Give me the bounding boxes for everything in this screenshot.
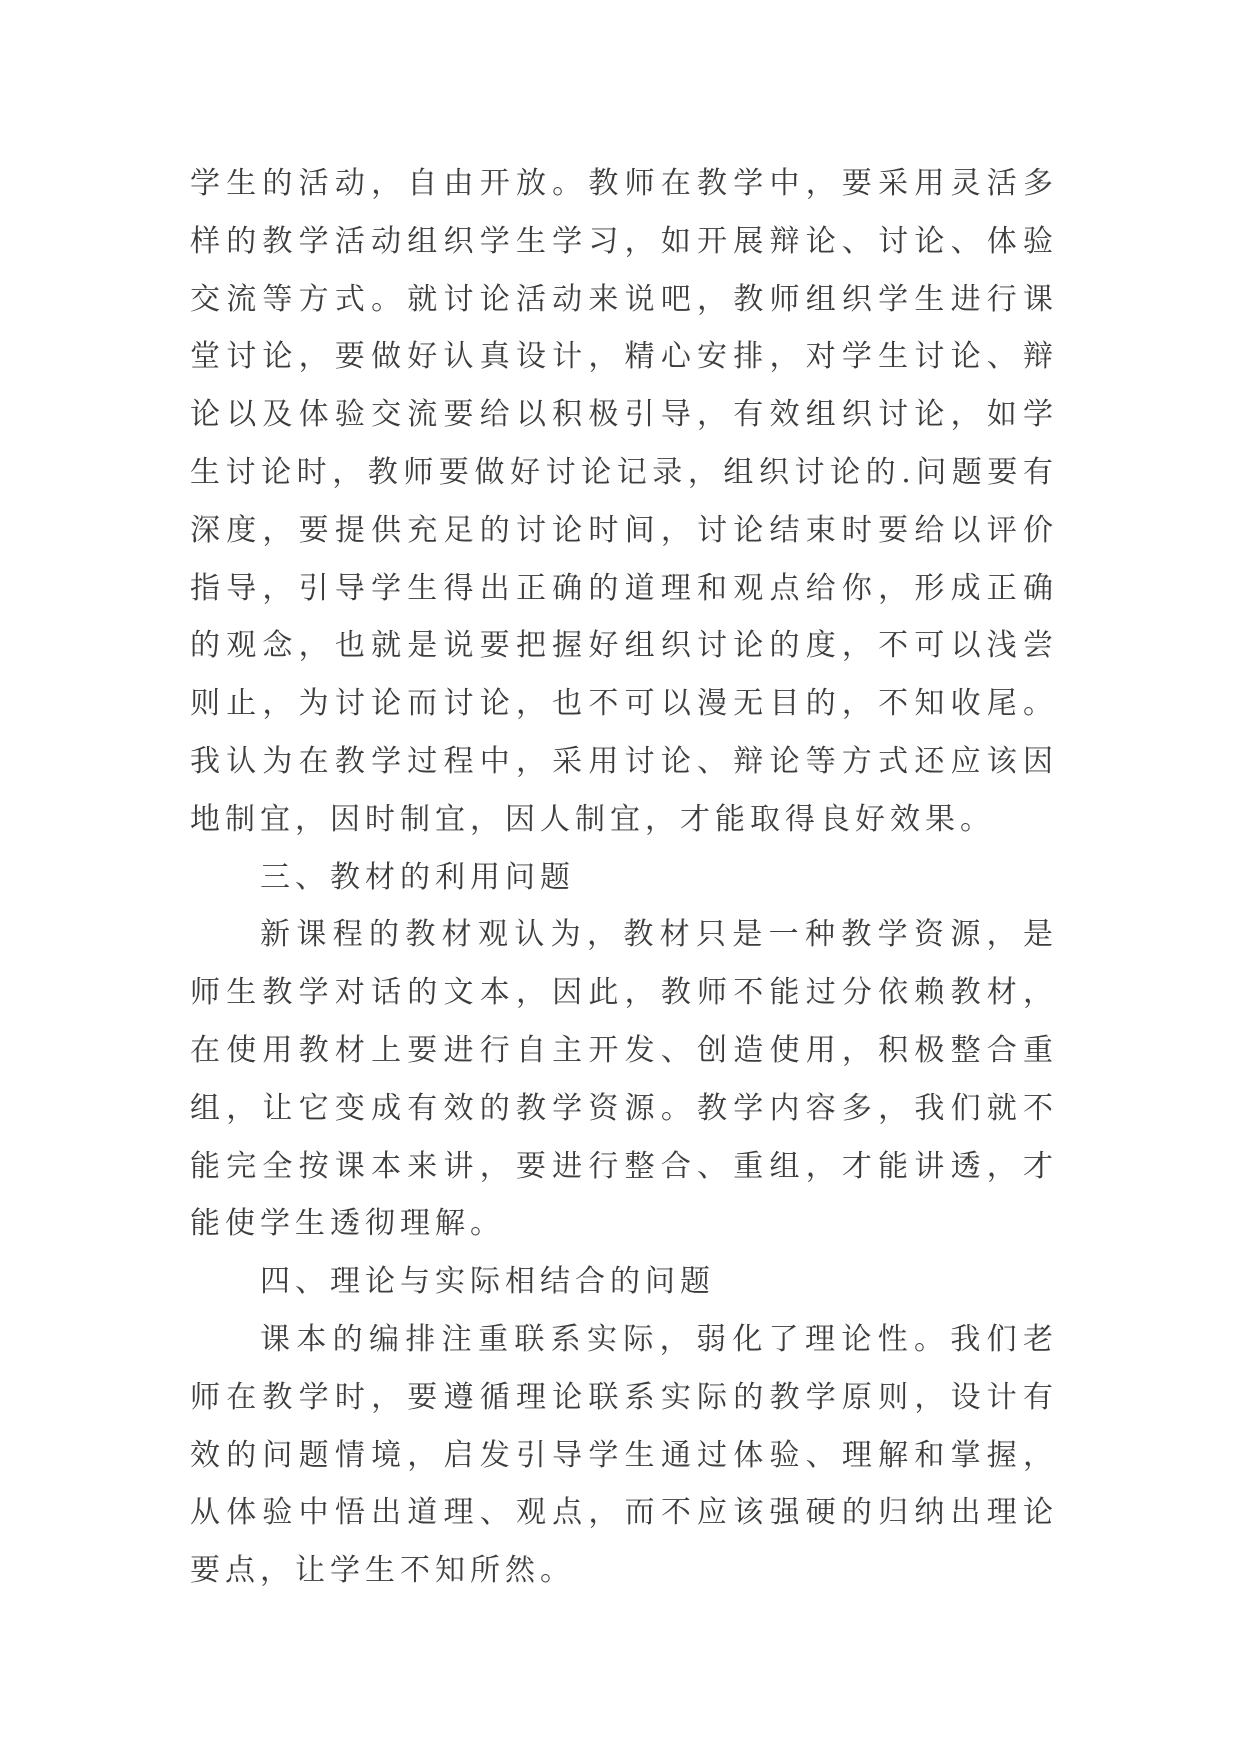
paragraph-textbook-usage: 新课程的教材观认为，教材只是一种教学资源，是师生教学对话的文本，因此，教师不能过分依赖教材，在使用教材上要进行自主开发、创造使用，积极整合重组，让它变成有效的教学资源。教学内容多，我们就不能完全按课本来讲，要进行整合、重组，才能讲透，才能使学生透彻理解。 [190, 917, 1058, 1242]
heading-theory-practice: 四、理论与实际相结合的问题 [260, 1264, 715, 1300]
heading-textbook-usage: 三、教材的利用问题 [260, 859, 575, 895]
paragraph-discussion-activities: 学生的活动，自由开放。教师在教学中，要采用灵活多样的教学活动组织学生学习，如开展辩论、讨论、体验交流等方式。就讨论活动来说吧，教师组织学生进行课堂讨论，要做好认真设计，精心安排，对学生讨论、辩论以及体验交流要给以积极引导，有效组织讨论，如学生讨论时，教师要做好讨论记录，组织讨论的.问题要有深度，要提供充足的讨论时间，讨论结束时要给以评价指导，引导学生得出正确的道理和观点给你，形成正确的观念，也就是说要把握好组织讨论的度，不可以浅尝则止，为讨论而讨论，也不可以漫无目的，不知收尾。我认为在教学过程中，采用讨论、辩论等方式还应该因地制宜，因时制宜，因人制宜，才能取得良好效果。 [190, 166, 1058, 837]
paragraph-theory-practice: 课本的编排注重联系实际，弱化了理论性。我们老师在教学时，要遵循理论联系实际的教学原则，设计有效的问题情境，启发引导学生通过体验、理解和掌握，从体验中悟出道理、观点，而不应该强硬的归纳出理论要点，让学生不知所然。 [190, 1321, 1058, 1589]
document-body [190, 155, 1058, 1600]
